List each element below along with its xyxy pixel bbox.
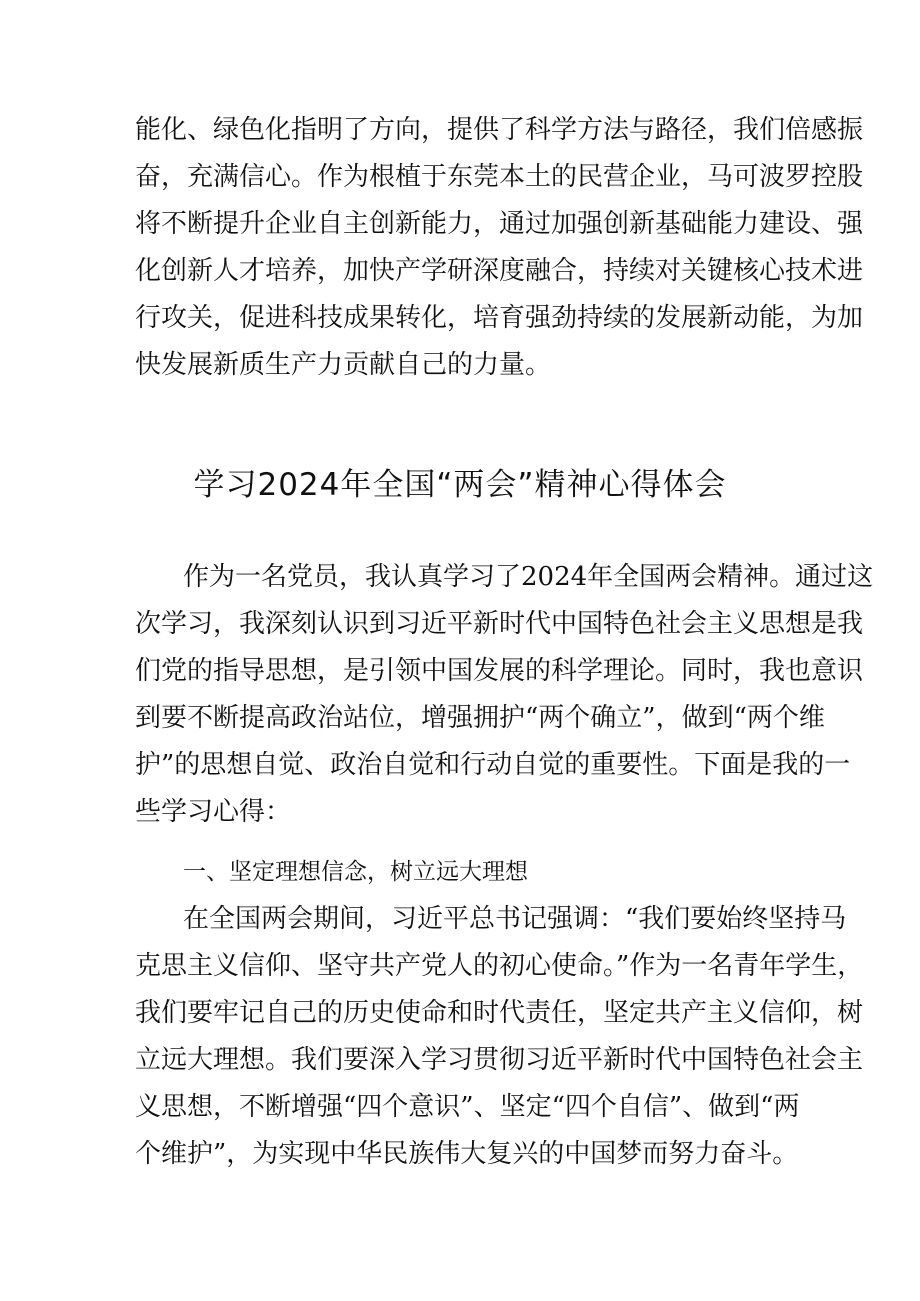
paragraph-line: 次学习，我深刻认识到习近平新时代中国特色社会主义思想是我 [135, 609, 864, 639]
paragraph-line: 行攻关，促进科技成果转化，培育强劲持续的发展新动能，为加 [135, 303, 864, 333]
article-title: 学习2024年全国“两会”精神心得体会 [193, 467, 727, 503]
paragraph-line: 些学习心得： [135, 797, 292, 827]
paragraph-line: 奋，充满信心。作为根植于东莞本土的民营企业，马可波罗控股 [135, 162, 864, 192]
paragraph-line: 义思想，不断增强“四个意识”、坚定“四个自信”、做到“两 [135, 1092, 800, 1122]
paragraph-line: 立远大理想。我们要深入学习贯彻习近平新时代中国特色社会主 [135, 1045, 864, 1075]
paragraph-line: 能化、绿色化指明了方向，提供了科学方法与路径，我们倍感振 [135, 115, 864, 145]
paragraph-line: 护”的思想自觉、政治自觉和行动自觉的重要性。下面是我的一 [135, 750, 851, 780]
paragraph-line: 化创新人才培养，加快产学研深度融合，持续对关键核心技术进 [135, 256, 864, 286]
paragraph-line: 我们要牢记自己的历史使命和时代责任，坚定共产主义信仰，树 [135, 998, 864, 1028]
paragraph-line: 将不断提升企业自主创新能力，通过加强创新基础能力建设、强 [135, 209, 864, 239]
paragraph-line: 个维护”，为实现中华民族伟大复兴的中国梦而努力奋斗。 [135, 1139, 799, 1169]
paragraph-line: 在全国两会期间，习近平总书记强调：“我们要始终坚持马 [183, 904, 847, 934]
paragraph-line: 作为一名党员，我认真学习了2024年全国两会精神。通过这 [183, 562, 874, 592]
paragraph-line: 们党的指导思想，是引领中国发展的科学理论。同时，我也意识 [135, 656, 864, 686]
paragraph-line: 到要不断提高政治站位，增强拥护“两个确立”，做到“两个维 [135, 703, 825, 733]
section-heading: 一、坚定理想信念，树立远大理想 [183, 859, 528, 885]
paragraph-line: 克思主义信仰、坚守共产党人的初心使命。”作为一名青年学生， [135, 951, 864, 981]
paragraph-line: 快发展新质生产力贡献自己的力量。 [135, 350, 552, 380]
